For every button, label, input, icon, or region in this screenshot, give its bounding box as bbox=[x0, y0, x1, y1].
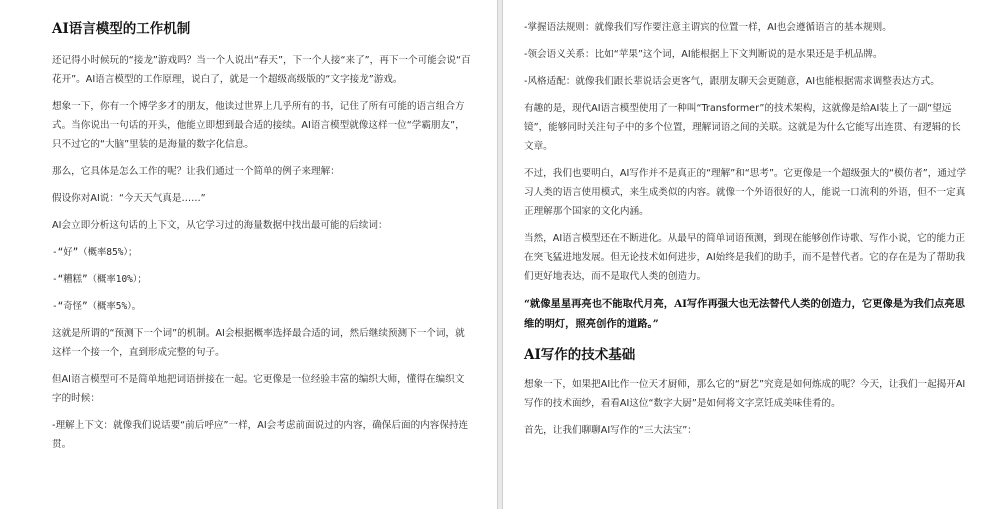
paragraph-transformer: 有趣的是，现代AI语言模型使用了一种叫“Transformer”的技术架构，这就像是给AI装上了一副“望远镜”，能够同时关注句子中的多个位置，理解词语之间的关联。这就是为什么它能写出连贯、有逻辑的长文章。 bbox=[524, 103, 961, 152]
list-item-style: -风格适配：就像我们跟长辈说话会更客气，跟朋友聊天会更随意，AI也能根据需求调整表达方式。 bbox=[524, 76, 940, 87]
list-item-context: -理解上下文：就像我们说话要“前后呼应”一样，AI会考虑前面说过的内容，确保后面的内容保持连贯。 bbox=[52, 420, 469, 450]
paragraph-weaver: 但AI语言模型可不是简单地把词语拼接在一起。它更像是一位经验丰富的编织大师，懂得在编织文字的时候： bbox=[52, 374, 465, 404]
paragraph-analogy: 想象一下，你有一个博学多才的朋友，他读过世界上几乎所有的书，记住了所有可能的语言组合方式。当你说出一句话的开头，他能立即想到最合适的接续。AI语言模型就像这样一位“学霸朋友”，只不过它的“大脑”里装的是海量的数字化信息。 bbox=[52, 101, 465, 150]
paragraph-analysis: AI会立即分析这句话的上下文，从它学习过的海量数据中找出最可能的后续词： bbox=[52, 220, 388, 231]
paragraph-intro: 还记得小时候玩的“接龙”游戏吗？当一个人说出“春天”，下一个人接“来了”，再下一个可能会说“百花开”。AI语言模型的工作原理，说白了，就是一个超级高级版的“文字接龙”游戏。 bbox=[52, 55, 471, 85]
paragraph-imitator: 不过，我们也要明白，AI写作并不是真正的“理解”和“思考”。它更像是一个超级强大的“模仿者”，通过学习人类的语言使用模式，来生成类似的内容。就像一个外语很好的人，能说一口流利的外语，但不一定真正理解那个国家的文化内涵。 bbox=[524, 168, 967, 217]
paragraph-evolution: 当然，AI语言模型还在不断进化。从最早的简单词语预测，到现在能够创作诗歌、写作小说，它的能力正在突飞猛进地发展。但无论技术如何进步，AI始终是我们的助手，而不是替代者。它的存在是为了帮助我们更好地表达，而不是取代人类的创造力。 bbox=[524, 233, 966, 282]
list-item-strange: -“奇怪”（概率5%）。 bbox=[52, 301, 142, 312]
right-page bbox=[503, 0, 1000, 509]
paragraph-question: 那么，它具体是怎么工作的呢？让我们通过一个简单的例子来理解： bbox=[52, 166, 340, 177]
section-title: AI写作的技术基础 bbox=[524, 347, 636, 363]
list-item-semantics: -领会语义关系：比如“苹果”这个词，AI能根据上下文判断说的是水果还是手机品牌。 bbox=[524, 49, 883, 60]
list-item-good: -“好”（概率85%）； bbox=[52, 247, 138, 258]
left-page bbox=[0, 0, 497, 509]
highlight-quote: “就像星星再亮也不能取代月亮，AI写作再强大也无法替代人类的创造力，它更像是为我们点亮思维的明灯，照亮创作的道路。” bbox=[524, 298, 965, 330]
list-item-bad: -“糟糕”（概率10%）； bbox=[52, 274, 147, 285]
chapter-title: AI语言模型的工作机制 bbox=[52, 21, 191, 37]
list-item-grammar: -掌握语法规则：就像我们写作要注意主谓宾的位置一样，AI也会遵循语言的基本规则。 bbox=[524, 22, 892, 33]
paragraph-example: 假设你对AI说：“今天天气真是……” bbox=[52, 193, 206, 204]
paragraph-three-treasures: 首先，让我们聊聊AI写作的“三大法宝”： bbox=[524, 425, 697, 436]
paragraph-prediction: 这就是所谓的“预测下一个词”的机制。AI会根据概率选择最合适的词，然后继续预测下一个词，就这样一个接一个，直到形成完整的句子。 bbox=[52, 328, 465, 358]
paragraph-chef: 想象一下，如果把AI比作一位天才厨师，那么它的“厨艺”究竟是如何炼成的呢？今天，让我们一起揭开AI写作的技术面纱，看看AI这位“数字大厨”是如何将文字烹饪成美味佳肴的。 bbox=[524, 379, 966, 409]
